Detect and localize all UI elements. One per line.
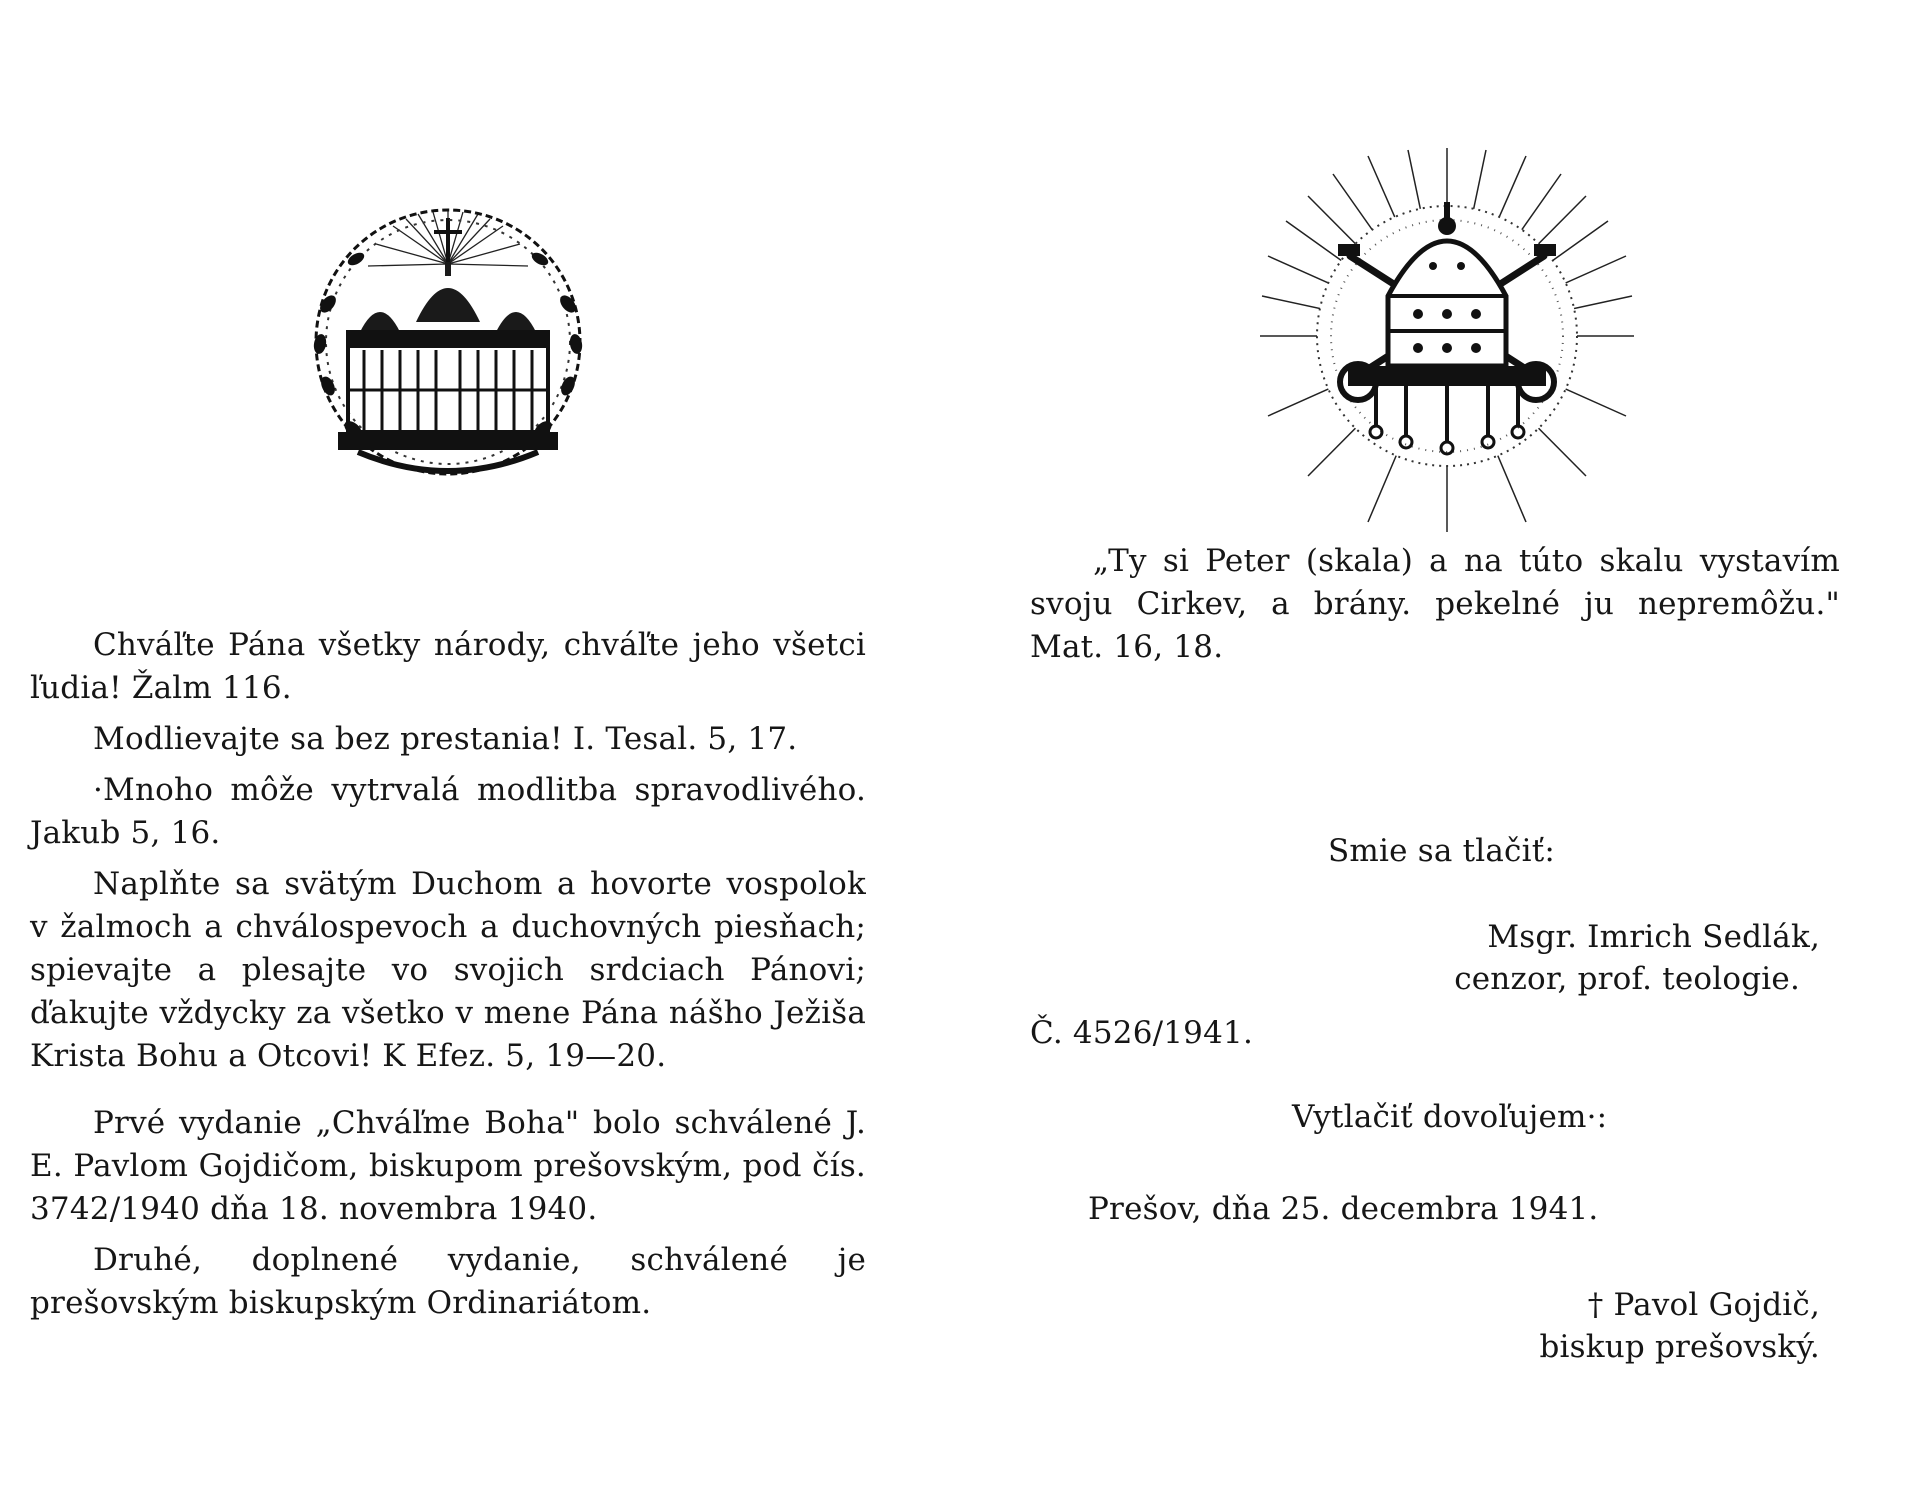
first-edition-note: Prvé vydanie „Chváľme Boha" bolo schválené J. E. Pavlom Gojdičom, biskupom prešovským, pod čís. 3742/1940 dňa 18. novembra 1940. [30, 1105, 866, 1227]
papal-tiara-keys-emblem [1258, 146, 1636, 534]
basilica-wreath-emblem [298, 204, 598, 486]
tesal-quote-paragraph: Modlievajte sa bez prestania! I. Tesal. 5, 17. [93, 721, 798, 757]
matthew-quote: „Ty si Peter (skala) a na túto skalu vystavím svoju Cirkev, a brány. pekelné ju nepremôžu." Mat. 16, 18. [1030, 543, 1840, 665]
bishop-signature-name: † Pavol Gojdič, [1587, 1287, 1820, 1323]
left-page [0, 0, 940, 1500]
place-date: Prešov, dňa 25. decembra 1941. [1088, 1191, 1599, 1227]
censor-title: cenzor, prof. teologie. [1454, 961, 1800, 997]
second-edition-note: Druhé, doplnené vydanie, schválené je prešovským biskupským Ordinariátom. [30, 1242, 866, 1321]
bishop-title: biskup prešovský. [1539, 1329, 1820, 1365]
left-text-column [30, 624, 866, 1325]
jakub-quote-paragraph: ·Mnoho môže vytrvalá modlitba spravodlivého. Jakub 5, 16. [30, 772, 866, 851]
censor-name: Msgr. Imrich Sedlák, [1487, 919, 1820, 955]
permission-heading: Vytlačiť dovoľujem·: [1292, 1099, 1608, 1135]
psalm-quote-paragraph: Chváľte Pána všetky národy, chváľte jeho všetci ľudia! Žalm 116. [30, 627, 866, 706]
imprimatur-heading: Smie sa tlačiť: [1328, 833, 1556, 869]
right-page [960, 0, 1912, 1500]
efez-quote-paragraph: Naplňte sa svätým Duchom a hovorte vospolok v žalmoch a chválospevoch a duchovných piesňach; spievajte a plesajte vo svojich srdciach Pánovi; ďakujte vždycky za všetko v mene Pána nášho Ježiša Krista Bohu a Otcovi! K Efez. 5, 19—20. [30, 866, 866, 1074]
reference-number: Č. 4526/1941. [1030, 1015, 1254, 1051]
